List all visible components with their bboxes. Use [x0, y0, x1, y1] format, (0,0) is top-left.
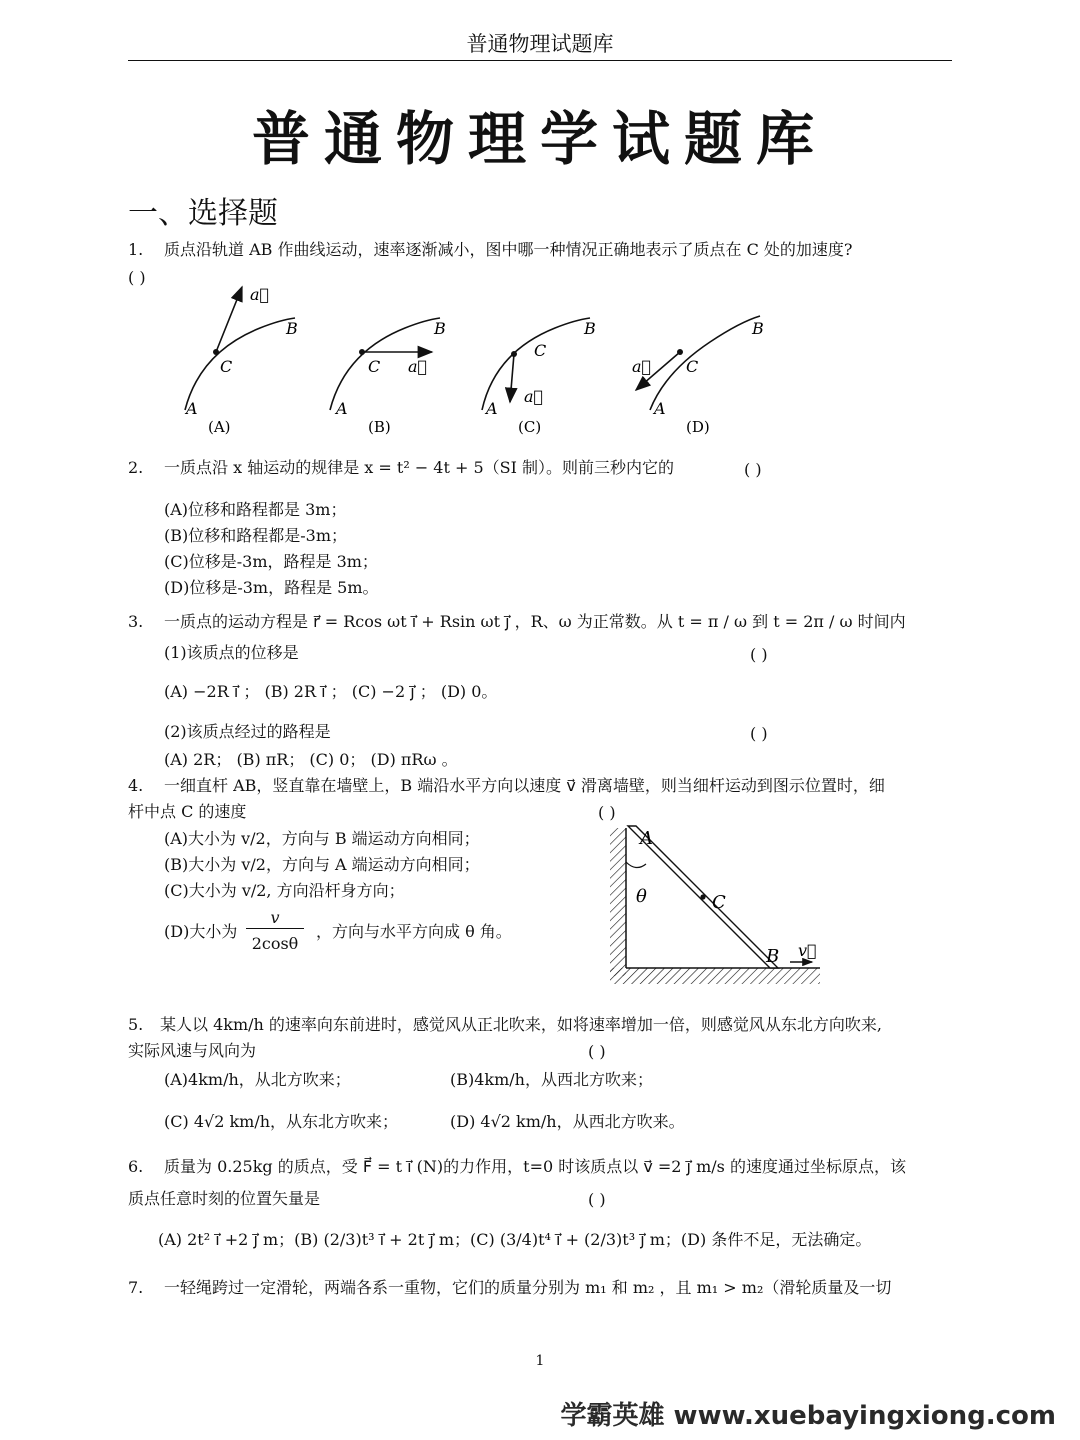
q6-stem-line1: 质量为 0.25kg 的质点，受 F⃗ = t i⃗ (N)的力作用，t=0 时该质点以 v⃗ =2 j⃗ m/s 的速度通过坐标原点，该 — [164, 1157, 906, 1176]
q1-label-acc-a: a⃗ — [250, 285, 270, 304]
q1-accel-arrow-a — [216, 287, 242, 352]
q3-stem: 一质点的运动方程是 r⃗ = Rcos ωt i⃗ + Rsin ωt j⃗ ，R、ω 为正常数。从 t = π / ω 到 t = 2π / ω 时间内 — [164, 612, 906, 631]
q1-label-acc-c: a⃗ — [524, 387, 544, 406]
q1-label-b-b: B — [434, 319, 446, 338]
q4-label-theta: θ — [636, 886, 647, 907]
q7-number: 7. — [128, 1278, 144, 1297]
q4-label-c: C — [712, 892, 726, 913]
q3-part2-options: (A) 2R； (B) πR； (C) 0； (D) πRω 。 — [164, 750, 458, 769]
q1-label-b-c: B — [584, 319, 596, 338]
q5-stem-line1: 某人以 4km/h 的速率向东前进时，感觉风从正北吹来，如将速率增加一倍，则感觉风从东北方向吹来, — [160, 1015, 883, 1034]
q6-stem-line2: 质点任意时刻的位置矢量是 — [128, 1189, 321, 1208]
q2-number: 2. — [128, 458, 144, 477]
q2-option-d: (D)位移是-3m，路程是 5m。 — [164, 578, 379, 597]
document-title: 普通物理学试题库 — [251, 105, 828, 173]
q4-label-v: v⃗ — [798, 941, 817, 960]
q2-answer-bracket: ( ) — [744, 460, 762, 479]
q1-answer-bracket: ( ) — [128, 268, 146, 287]
q4-label-a: A — [640, 828, 653, 849]
q1-label-b-a: B — [286, 319, 298, 338]
q4-answer-bracket: ( ) — [598, 803, 616, 822]
q6-answer-bracket: ( ) — [588, 1190, 606, 1209]
q4-option-d-suffix: ，方向与水平方向成 θ 角。 — [316, 922, 512, 941]
q2-option-c: (C)位移是-3m，路程是 3m； — [164, 552, 378, 571]
q5-option-b: (B)4km/h，从西北方吹来； — [450, 1070, 653, 1089]
running-header: 普通物理试题库 — [466, 32, 614, 56]
q4-stem-line2: 杆中点 C 的速度 — [128, 802, 247, 821]
q4-option-a: (A)大小为 v/2，方向与 B 端运动方向相同； — [164, 829, 480, 848]
q4-midpoint-c — [700, 894, 705, 899]
q1-label-c-c: C — [534, 341, 547, 360]
q4-option-d-prefix: (D)大小为 — [164, 922, 238, 941]
q1-label-a-a: A — [186, 399, 198, 418]
q2-option-a: (A)位移和路程都是 3m； — [164, 500, 347, 519]
q1-label-c-d: C — [686, 357, 699, 376]
q4-option-c: (C)大小为 v/2, 方向沿杆身方向； — [164, 881, 405, 900]
q3-part1-bracket: ( ) — [750, 645, 768, 664]
q2-stem: 一质点沿 x 轴运动的规律是 x = t² − 4t + 5（SI 制）。则前三秒内它的 — [164, 458, 675, 477]
q4-option-b: (B)大小为 v/2，方向与 A 端运动方向相同； — [164, 855, 480, 874]
watermark: 学霸英雄 www.xuebayingxiong.com — [560, 1401, 1056, 1431]
q3-part2-bracket: ( ) — [750, 724, 768, 743]
q4-floor — [610, 968, 820, 984]
q6-number: 6. — [128, 1157, 144, 1176]
q4-option-d-denominator: 2cosθ — [251, 934, 299, 953]
q5-stem-line2: 实际风速与风向为 — [128, 1041, 257, 1060]
q5-option-a: (A)4km/h，从北方吹来； — [164, 1070, 351, 1089]
q1-label-c-a: C — [220, 357, 233, 376]
q1-number: 1. — [128, 240, 144, 259]
q1-label-a-c: A — [486, 399, 498, 418]
q1-curve-a — [185, 318, 295, 410]
q1-figure — [150, 282, 810, 442]
q2-option-b: (B)位移和路程都是-3m； — [164, 526, 348, 545]
q5-answer-bracket: ( ) — [588, 1042, 606, 1061]
q1-panel-d: (D) — [686, 418, 710, 436]
q6-options: (A) 2t² i⃗ +2 j⃗ m；(B) (2/3)t³ i⃗ + 2t j⃗ m；(C) (3/4)t⁴ i⃗ + (2/3)t³ j⃗ m；(D) 条件不足，无法确定。 — [158, 1230, 872, 1249]
q4-stem-line1: 一细直杆 AB，竖直靠在墙壁上，B 端沿水平方向以速度 v⃗ 滑离墙壁，则当细杆运动到图示位置时，细 — [164, 776, 885, 795]
q1-stem: 质点沿轨道 AB 作曲线运动，速率逐渐减小，图中哪一种情况正确地表示了质点在 C 处的加速度? — [164, 240, 853, 259]
q1-label-acc-d: a⃗ — [632, 357, 652, 376]
q4-label-b: B — [766, 946, 780, 967]
q4-figure — [600, 820, 830, 992]
q4-option-d-numerator: v — [246, 908, 304, 929]
header-rule — [128, 60, 952, 61]
q1-label-a-b: A — [336, 399, 348, 418]
q3-part2: (2)该质点经过的路程是 — [164, 722, 331, 741]
section-heading: 一、选择题 — [128, 196, 278, 231]
q1-panel-a: (A) — [208, 418, 231, 436]
q7-stem: 一轻绳跨过一定滑轮，两端各系一重物，它们的质量分别为 m₁ 和 m₂ ，且 m₁ > m₂（滑轮质量及一切 — [164, 1278, 892, 1297]
q5-number: 5. — [128, 1015, 144, 1034]
q5-option-d: (D) 4√2 km/h，从西北方吹来。 — [450, 1112, 685, 1131]
q1-label-b-d: B — [752, 319, 764, 338]
q4-number: 4. — [128, 776, 144, 795]
q3-part1-options: (A) −2R i⃗ ； (B) 2R i⃗ ； (C) −2 j⃗ ； (D) 0。 — [164, 682, 498, 701]
q4-angle-arc — [626, 862, 646, 868]
page-number: 1 — [535, 1353, 545, 1369]
q1-accel-arrow-c — [510, 354, 514, 402]
q3-part1: (1)该质点的位移是 — [164, 643, 299, 662]
q1-label-acc-b: a⃗ — [408, 357, 428, 376]
q3-number: 3. — [128, 612, 144, 631]
q4-wall — [610, 828, 626, 976]
q1-label-c-b: C — [368, 357, 381, 376]
q1-panel-b: (B) — [368, 418, 391, 436]
q1-label-a-d: A — [654, 399, 666, 418]
q5-option-c: (C) 4√2 km/h，从东北方吹来； — [164, 1112, 399, 1131]
q1-panel-c: (C) — [518, 418, 542, 436]
